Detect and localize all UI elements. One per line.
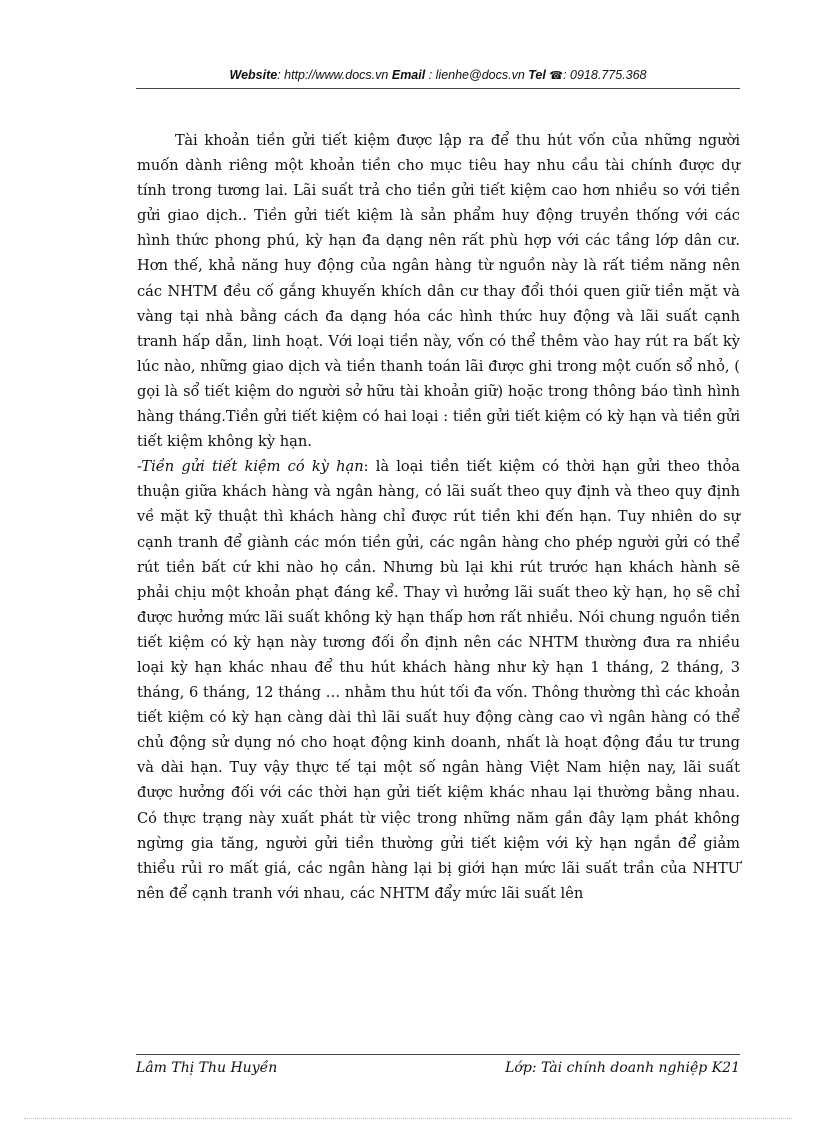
- tel-label: Tel: [528, 68, 546, 82]
- paragraph-savings-intro: Tài khoản tiền gửi tiết kiệm được lập ra để thu hút vốn của những người muốn dành riêng một khoản tiền cho mục tiêu hay nhu cầu tài chính được dự tính trong tương lai. Lãi suất trả cho tiền gửi tiết kiệm cao hơn nhiều so với tiền gửi giao dịch.. Tiền gửi tiết kiệm là sản phẩm huy động truyền thống với các hình thức phong phú, kỳ hạn đa dạng nên rất phù hợp với các tầng lớp dân cư. Hơn thế, khả năng huy động của ngân hàng từ nguồn này là rất tiềm năng nên các NHTM đều cố gắng khuyến khích dân cư thay đổi thói quen giữ tiền mặt và vàng tại nhà bằng cách đa dạng hóa các hình thức huy động và lãi suất cạnh tranh hấp dẫn, linh hoạt. Với loại tiền này, vốn có thể thêm vào hay rút ra bất kỳ lúc nào, những giao dịch và tiền thanh toán lãi được ghi trong một cuốn sổ nhỏ, ( gọi là sổ tiết kiệm do người sở hữu tài khoản giữ) hoặc trong thông báo tình hình hàng tháng.Tiền gửi tiết kiệm có hai loại : tiền gửi tiết kiệm có kỳ hạn và tiền gửi tiết kiệm không kỳ hạn.: [137, 132, 740, 451]
- website-label: Website: [229, 68, 278, 82]
- term-savings-heading: -Tiền gửi tiết kiệm có kỳ hạn: [137, 458, 364, 476]
- email-label: Email: [391, 68, 426, 82]
- page-bottom-border: [24, 1118, 792, 1119]
- email-value: : lienhe@docs.vn: [428, 68, 525, 82]
- phone-icon: ☎: [549, 70, 564, 82]
- document-body: [137, 128, 740, 906]
- page-footer: [136, 1060, 740, 1076]
- paragraph-term-savings: [137, 454, 740, 906]
- tel-value: : 0918.775.368: [563, 68, 647, 82]
- term-savings-text: : là loại tiền tiết kiệm có thời hạn gửi theo thỏa thuận giữa khách hàng và ngân hàng, có lãi suất theo quy định và theo quy định về mặt kỹ thuật thì khách hàng chỉ được rút tiền khi đến hạn. Tuy nhiên do sự cạnh tranh để giành các món tiền gửi, các ngân hàng cho phép người gửi có thể rút tiền bất cứ khi nào họ cần. Nhưng bù lại khi rút trước hạn khách hành sẽ phải chịu một khoản phạt đáng kể. Thay vì hưởng lãi suất theo kỳ hạn, họ sẽ chỉ được hưởng mức lãi suất không kỳ hạn thấp hơn rất nhiều. Nói chung nguồn tiền tiết kiệm có kỳ hạn này tương đối ổn định nên các NHTM thường đưa ra nhiều loại kỳ hạn khác nhau để thu hút khách hàng như kỳ hạn 1 tháng, 2 tháng, 3 tháng, 6 tháng, 12 tháng … nhằm thu hút tối đa vốn. Thông thường thì các khoản tiết kiệm có kỳ hạn càng dài thì lãi suất huy động càng cao vì ngân hàng có thể chủ động sử dụng nó cho hoạt động kinh doanh, nhất là hoạt động đầu tư trung và dài hạn. Tuy vậy thực tế tại một số ngân hàng Việt Nam hiện nay, lãi suất được hưởng đối với các thời hạn gửi tiết kiệm khác nhau lại thường bằng nhau. Có thực trạng này xuất phát từ việc trong những năm gần đây lạm phát không ngừng gia tăng, người gửi tiền thường gửi tiết kiệm với kỳ hạn ngắn để giảm thiểu rủi ro mất giá, các ngân hàng lại bị giới hạn mức lãi suất trần của NHTƯ nên để cạnh tranh với nhau, các NHTM đẩy mức lãi suất lên: [137, 458, 740, 902]
- footer-class: Lớp: Tài chính doanh nghiệp K21: [505, 1060, 740, 1076]
- footer-divider: [136, 1054, 740, 1055]
- page-header: [136, 64, 740, 89]
- footer-author: Lâm Thị Thu Huyền: [136, 1060, 278, 1076]
- website-value: : http://www.docs.vn: [277, 68, 389, 82]
